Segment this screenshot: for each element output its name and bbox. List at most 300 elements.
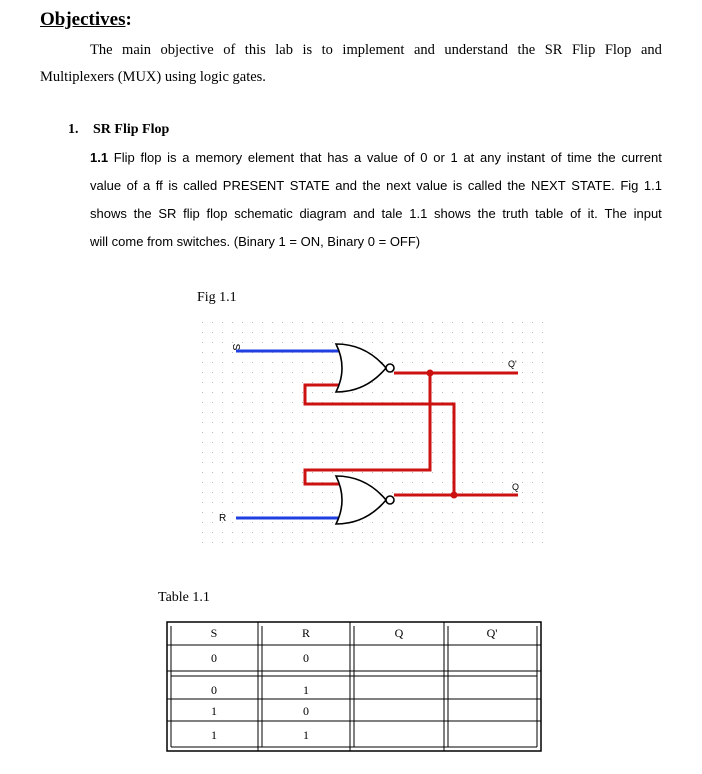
grid-dot <box>342 422 343 423</box>
grid-dot <box>412 472 413 473</box>
grid-dot <box>402 392 403 393</box>
grid-dot <box>402 332 403 333</box>
grid-dot <box>502 412 503 413</box>
grid-dot <box>202 482 203 483</box>
grid-dot <box>402 322 403 323</box>
grid-dot <box>452 522 453 523</box>
grid-dot <box>202 442 203 443</box>
grid-dot <box>262 372 263 373</box>
intro-line-1 <box>90 42 662 59</box>
grid-dot <box>332 332 333 333</box>
grid-dot <box>412 512 413 513</box>
grid-dot <box>522 342 523 343</box>
grid-dot <box>462 492 463 493</box>
grid-dot <box>202 532 203 533</box>
grid-dot <box>452 512 453 513</box>
grid-dot <box>292 452 293 453</box>
grid-dot <box>492 392 493 393</box>
cell-r3-s: 1 <box>211 728 217 742</box>
word: next <box>386 178 411 193</box>
grid-dot <box>482 482 483 483</box>
grid-dot <box>462 502 463 503</box>
grid-dot <box>482 342 483 343</box>
grid-dot <box>402 432 403 433</box>
word: to <box>321 42 333 58</box>
grid-dot <box>522 542 523 543</box>
grid-dot <box>322 502 323 503</box>
grid-dot <box>422 502 423 503</box>
word: is <box>302 42 313 58</box>
grid-dot <box>452 502 453 503</box>
grid-dot <box>312 522 313 523</box>
grid-dot <box>492 432 493 433</box>
grid-dot <box>372 422 373 423</box>
grid-dot <box>212 352 213 353</box>
grid-dot <box>282 402 283 403</box>
grid-dot <box>522 392 523 393</box>
grid-dot <box>492 442 493 443</box>
grid-dot <box>512 512 513 513</box>
grid-dot <box>402 462 403 463</box>
table-caption: Table 1.1 <box>158 590 210 605</box>
cell-r2-r: 0 <box>303 704 309 718</box>
grid-dot <box>382 352 383 353</box>
grid-dot <box>342 432 343 433</box>
grid-dot <box>312 412 313 413</box>
grid-dot <box>512 412 513 413</box>
word: the <box>477 206 496 221</box>
grid-dot <box>212 402 213 403</box>
grid-dot <box>482 532 483 533</box>
grid-dot <box>262 512 263 513</box>
grid-dot <box>342 472 343 473</box>
grid-dot <box>542 522 543 523</box>
grid-dot <box>462 432 463 433</box>
input-wires <box>236 351 341 518</box>
grid-dot <box>212 482 213 483</box>
table-grid-lines <box>167 622 541 751</box>
grid-dot <box>232 512 233 513</box>
grid-dot <box>492 362 493 363</box>
word: and <box>640 42 662 58</box>
grid-dot <box>482 502 483 503</box>
grid-dot <box>492 462 493 463</box>
grid-dot <box>302 502 303 503</box>
grid-dot <box>472 502 473 503</box>
grid-dot <box>312 452 313 453</box>
grid-dot <box>422 422 423 423</box>
grid-dot <box>392 442 393 443</box>
grid-dot <box>382 322 383 323</box>
grid-dot <box>212 422 213 423</box>
grid-dot <box>202 352 203 353</box>
grid-dot <box>242 442 243 443</box>
grid-dot <box>272 532 273 533</box>
grid-dot <box>502 422 503 423</box>
grid-dot <box>282 342 283 343</box>
word: the <box>362 178 381 193</box>
grid-dot <box>502 352 503 353</box>
grid-dot <box>432 392 433 393</box>
grid-dot <box>322 512 323 513</box>
grid-dot <box>312 382 313 383</box>
grid-dot <box>502 322 503 323</box>
grid-dot <box>492 472 493 473</box>
grid-dot <box>492 322 493 323</box>
grid-dot <box>522 412 523 413</box>
grid-dot <box>532 322 533 323</box>
grid-dot <box>332 472 333 473</box>
grid-dot <box>272 502 273 503</box>
grid-dot <box>412 452 413 453</box>
grid-dot <box>372 532 373 533</box>
grid-dot <box>242 472 243 473</box>
grid-dot <box>282 412 283 413</box>
grid-dot <box>242 532 243 533</box>
grid-dot <box>522 322 523 323</box>
grid-dot <box>262 422 263 423</box>
grid-dot <box>482 392 483 393</box>
grid-dot <box>412 352 413 353</box>
grid-dot <box>242 342 243 343</box>
word: STATE <box>289 178 330 193</box>
grid-dot <box>272 462 273 463</box>
grid-dot <box>242 432 243 433</box>
grid-dot <box>272 442 273 443</box>
grid-dot <box>222 412 223 413</box>
word: any <box>480 150 501 165</box>
grid-dot <box>432 362 433 363</box>
grid-dot <box>212 372 213 373</box>
grid-dot <box>232 432 233 433</box>
grid-dot <box>382 332 383 333</box>
grid-dot <box>542 422 543 423</box>
grid-dot <box>412 382 413 383</box>
word: and <box>413 42 435 58</box>
grid-dot <box>242 422 243 423</box>
grid-dot <box>202 372 203 373</box>
grid-dot <box>282 332 283 333</box>
grid-dot <box>252 422 253 423</box>
grid-dot <box>272 382 273 383</box>
grid-dot <box>292 492 293 493</box>
grid-dot <box>472 332 473 333</box>
grid-dot <box>252 442 253 443</box>
grid-dot <box>282 462 283 463</box>
grid-dot <box>372 452 373 453</box>
grid-dot <box>322 382 323 383</box>
grid-dot <box>292 432 293 433</box>
grid-dot <box>282 382 283 383</box>
grid-dot <box>212 532 213 533</box>
grid-dot <box>302 392 303 393</box>
grid-dot <box>262 532 263 533</box>
cell-r1-r: 1 <box>303 683 309 697</box>
grid-dot <box>262 332 263 333</box>
grid-dot <box>212 472 213 473</box>
grid-dot <box>352 452 353 453</box>
grid-dot <box>472 452 473 453</box>
grid-dot <box>482 332 483 333</box>
grid-dot <box>532 342 533 343</box>
word: 1.1 <box>409 206 428 221</box>
grid-dot <box>282 522 283 523</box>
word: element <box>247 150 295 165</box>
grid-dot <box>522 442 523 443</box>
word: The <box>90 42 113 58</box>
grid-dot <box>222 422 223 423</box>
grid-dot <box>222 542 223 543</box>
word: 1.1 <box>643 178 662 193</box>
grid-dot <box>222 452 223 453</box>
grid-dot <box>222 382 223 383</box>
grid-dot <box>202 462 203 463</box>
grid-dot <box>392 492 393 493</box>
grid-dot <box>462 512 463 513</box>
grid-dot <box>462 452 463 453</box>
grid-dot <box>492 412 493 413</box>
grid-dot <box>282 472 283 473</box>
grid-dot <box>362 322 363 323</box>
nor-bubble-top <box>386 364 394 372</box>
grid-dot <box>232 532 233 533</box>
grid-dot <box>352 462 353 463</box>
grid-dot <box>472 512 473 513</box>
grid-dot <box>202 322 203 323</box>
grid-dot <box>472 442 473 443</box>
grid-dot <box>492 482 493 483</box>
grid-dot <box>532 482 533 483</box>
grid-dot <box>302 362 303 363</box>
grid-dot <box>242 482 243 483</box>
grid-dot <box>522 492 523 493</box>
grid-dot <box>302 332 303 333</box>
grid-dot <box>302 442 303 443</box>
grid-dot <box>262 492 263 493</box>
grid-dot <box>202 402 203 403</box>
grid-dot <box>472 342 473 343</box>
grid-dot <box>542 322 543 323</box>
grid-dot <box>542 362 543 363</box>
grid-dot <box>202 522 203 523</box>
word: STATE. <box>571 178 615 193</box>
grid-dot <box>412 462 413 463</box>
grid-dot <box>452 322 453 323</box>
grid-dot <box>442 542 443 543</box>
grid-dot <box>392 462 393 463</box>
grid-dot <box>532 522 533 523</box>
grid-dot <box>382 482 383 483</box>
grid-dot <box>372 392 373 393</box>
grid-dot <box>332 372 333 373</box>
grid-dot <box>402 492 403 493</box>
grid-dot <box>342 462 343 463</box>
grid-dot <box>322 392 323 393</box>
grid-dot <box>482 362 483 363</box>
word: the <box>507 178 526 193</box>
heading-colon: : <box>125 9 132 30</box>
grid-dot <box>412 482 413 483</box>
grid-dot <box>292 442 293 443</box>
grid-dot <box>472 462 473 463</box>
grid-dot <box>482 512 483 513</box>
word: ff <box>155 178 163 193</box>
sr-flip-flop-schematic <box>198 318 550 550</box>
grid-dot <box>292 342 293 343</box>
grid-dot <box>232 372 233 373</box>
grid-dot <box>422 542 423 543</box>
grid-dot <box>482 522 483 523</box>
word: 1 <box>450 150 458 165</box>
grid-dot <box>372 412 373 413</box>
word: truth <box>502 206 529 221</box>
word: the <box>517 42 536 58</box>
grid-dot <box>432 502 433 503</box>
grid-dot <box>252 432 253 433</box>
word: instant <box>506 150 546 165</box>
grid-dot <box>492 542 493 543</box>
grid-dot <box>472 542 473 543</box>
grid-dot <box>542 402 543 403</box>
grid-dot <box>422 322 423 323</box>
grid-dot <box>462 472 463 473</box>
word: is <box>167 150 177 165</box>
grid-dot <box>442 482 443 483</box>
grid-dot <box>442 522 443 523</box>
grid-dot <box>442 382 443 383</box>
grid-dot <box>542 352 543 353</box>
grid-dot <box>362 332 363 333</box>
grid-dot <box>332 322 333 323</box>
word: of <box>403 150 415 165</box>
grid-dot <box>412 342 413 343</box>
grid-dot <box>502 362 503 363</box>
grid-dot <box>232 332 233 333</box>
grid-dot <box>442 502 443 503</box>
grid-dot <box>402 502 403 503</box>
grid-dot <box>482 492 483 493</box>
grid-dot <box>372 522 373 523</box>
grid-dot <box>252 492 253 493</box>
grid-dot <box>232 522 233 523</box>
word: this <box>244 42 266 58</box>
word: Flip <box>113 150 135 165</box>
grid-dot <box>292 472 293 473</box>
grid-dot <box>522 372 523 373</box>
grid-dot <box>392 432 393 433</box>
word: Flip <box>571 42 596 58</box>
grid-dot <box>532 352 533 353</box>
grid-dot <box>422 452 423 453</box>
grid-dot <box>422 482 423 483</box>
grid-dot <box>252 532 253 533</box>
grid-dot <box>432 432 433 433</box>
grid-dot <box>352 392 353 393</box>
cell-r0-r: 0 <box>303 651 309 665</box>
grid-dot <box>332 522 333 523</box>
grid-dot <box>232 462 233 463</box>
grid-dot <box>252 402 253 403</box>
grid-dot <box>252 342 253 343</box>
grid-dot <box>292 362 293 363</box>
nor-bubble-bottom <box>386 496 394 504</box>
grid-dot <box>442 432 443 433</box>
grid-dot <box>442 352 443 353</box>
grid-dot <box>212 512 213 513</box>
grid-dot <box>512 442 513 443</box>
grid-dot <box>292 512 293 513</box>
grid-dot <box>222 372 223 373</box>
grid-dot <box>522 352 523 353</box>
grid-dot <box>392 422 393 423</box>
grid-dot <box>442 512 443 513</box>
grid-dot <box>232 392 233 393</box>
grid-dot <box>262 432 263 433</box>
grid-dot <box>462 532 463 533</box>
word: SR <box>544 42 563 58</box>
grid-dot <box>312 542 313 543</box>
grid-dot <box>392 382 393 383</box>
grid-dot <box>362 472 363 473</box>
grid-dot <box>222 432 223 433</box>
grid-dot <box>322 462 323 463</box>
grid-dot <box>382 432 383 433</box>
grid-dot <box>422 532 423 533</box>
grid-dot <box>402 352 403 353</box>
grid-dot <box>272 492 273 493</box>
word: time <box>567 150 592 165</box>
grid-dot <box>432 522 433 523</box>
grid-dot <box>342 342 343 343</box>
body-line-2 <box>90 178 662 193</box>
grid-dot <box>402 382 403 383</box>
word: of <box>126 178 138 193</box>
word: shows <box>90 206 127 221</box>
grid-dot <box>522 512 523 513</box>
grid-dot <box>532 532 533 533</box>
grid-dot <box>292 462 293 463</box>
grid-dot <box>482 462 483 463</box>
grid-dot <box>262 382 263 383</box>
grid-dot <box>362 532 363 533</box>
word: objective <box>160 42 214 58</box>
grid-dot <box>542 372 543 373</box>
grid-dot <box>272 342 273 343</box>
body-line-4: will come from switches. (Binary 1 = ON, Binary 0 = OFF) <box>90 234 421 249</box>
grid-dot <box>432 462 433 463</box>
grid-dot <box>302 372 303 373</box>
grid-dot <box>212 492 213 493</box>
grid-dot <box>542 452 543 453</box>
grid-dot <box>212 452 213 453</box>
bold-prefix: 1.1 <box>90 150 109 165</box>
grid-dot <box>432 542 433 543</box>
grid-dot <box>252 372 253 373</box>
grid-dot <box>522 402 523 403</box>
grid-dot <box>392 392 393 393</box>
grid-dot <box>512 542 513 543</box>
grid-dot <box>222 502 223 503</box>
grid-dot <box>392 472 393 473</box>
grid-dot <box>392 482 393 483</box>
grid-dot <box>392 512 393 513</box>
grid-dot <box>292 392 293 393</box>
grid-dot <box>472 432 473 433</box>
grid-dot <box>432 452 433 453</box>
grid-dot <box>262 322 263 323</box>
grid-dot <box>232 362 233 363</box>
grid-dot <box>422 442 423 443</box>
